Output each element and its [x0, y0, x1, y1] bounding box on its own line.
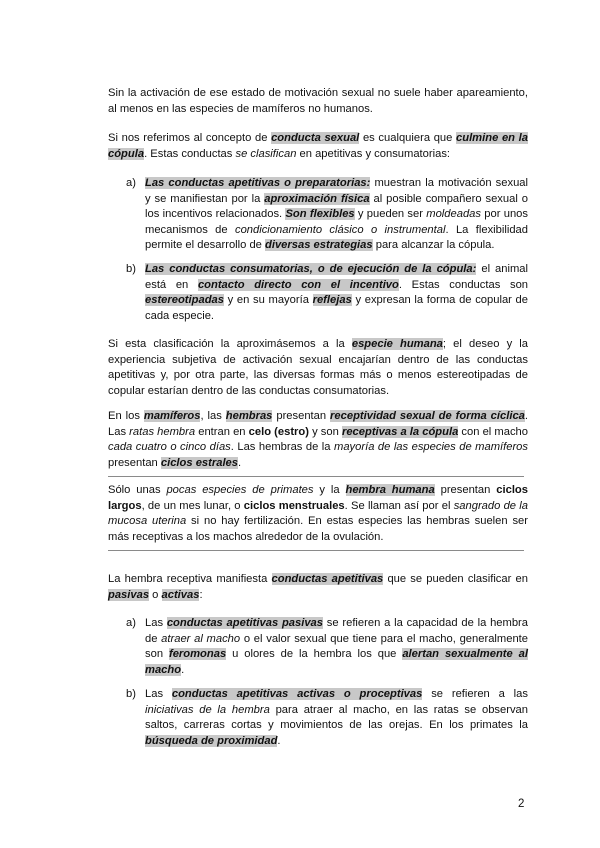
paragraph-mammals: [108, 409, 528, 471]
text-run: u olores de la hembra los que: [226, 648, 403, 661]
highlighted-term: especie humana: [351, 338, 443, 350]
text-run: entran en: [195, 425, 249, 438]
text-run: . Estas conductas son: [398, 278, 529, 291]
text-run: , de un mes lunar, o: [141, 499, 244, 512]
italic-text: sangrado de la mucosa uterina: [108, 499, 528, 528]
italic-text: se clasifican: [235, 147, 297, 160]
text-run: o: [149, 588, 162, 601]
bold-text: celo (estro): [248, 425, 309, 438]
text-run: el animal está en: [145, 263, 528, 291]
text-run: ; el deseo y la experiencia subjetiva de activación sexual encajarían dentro de las conductas apetitivas y, por otra parte, las diversas formas más o menos estereotipadas de copular estarían dentro de las conductas consumatorias.: [108, 338, 528, 397]
text-run: Las: [145, 617, 167, 629]
text-run: y expresan la forma de copular de cada especie.: [145, 294, 529, 322]
highlighted-term: Las conductas apetitivas o preparatorias:: [145, 177, 371, 189]
note-bottom-rule: [108, 550, 524, 551]
text-run: en apetitivas y consumatorias:: [296, 147, 451, 160]
list-item-consumatorias: [145, 262, 528, 324]
highlighted-term: activas: [161, 588, 200, 601]
text-run: para alcanzar la cópula.: [372, 239, 495, 252]
paragraph-human: [108, 337, 528, 399]
italic-text: mayoría de las especies de mamíferos: [334, 441, 528, 454]
text-run: .: [277, 734, 281, 747]
highlighted-term: feromonas: [168, 648, 227, 661]
text-run: En los: [108, 410, 144, 422]
italic-text: moldeadas: [426, 208, 481, 221]
text-run: y son: [308, 425, 342, 438]
text-run: . Estas conductas: [144, 147, 236, 160]
note-top-rule: [108, 476, 524, 477]
text-run: muestran la motivación sexual y se manifiestan por la: [145, 177, 528, 205]
text-run: . La flexibilidad permite el desarrollo de: [145, 223, 528, 252]
italic-text: pocas especies de primates: [166, 484, 314, 496]
highlighted-term: aproximación física: [264, 192, 370, 205]
highlighted-term: hembras: [225, 410, 273, 422]
highlighted-term: diversas estrategias: [265, 239, 373, 252]
text-run: :: [199, 588, 203, 601]
highlighted-term: Las conductas consumatorias, o de ejecución de la cópula:: [145, 263, 477, 275]
bold-text: ciclos largos: [108, 484, 528, 512]
text-run: se refieren a las: [422, 688, 528, 700]
text-run: Sólo unas: [108, 484, 167, 496]
text-run: La hembra receptiva manifiesta: [108, 573, 272, 585]
list-marker: b): [126, 688, 136, 700]
text-run: con el macho: [458, 425, 528, 438]
text-run: que se pueden clasificar en: [383, 573, 528, 585]
italic-text: atraer al macho: [161, 632, 241, 645]
text-run: , las: [200, 410, 226, 422]
italic-text: condicionamiento clásico o instrumental: [234, 223, 446, 236]
text-run: si no hay fertilización. En estas especies las hembras suelen ser más receptivas a los machos alrededor de la ovulación.: [108, 515, 528, 543]
list-marker: b): [126, 263, 136, 275]
text-run: . Las hembras de la: [230, 441, 334, 454]
text-run: y pueden ser: [354, 208, 427, 221]
note-box: [108, 483, 528, 545]
text-run: por unos mecanismos de: [145, 208, 528, 236]
text-run: presentan: [434, 484, 497, 496]
page-number: 2: [518, 798, 525, 810]
text-run: . Las: [108, 410, 528, 438]
highlighted-term: receptivas a la cópula: [341, 425, 459, 438]
text-run: .: [238, 456, 242, 469]
highlighted-term: conductas apetitivas pasivas: [166, 617, 323, 629]
text-run: y en su mayoría: [223, 294, 313, 307]
highlighted-term: conductas apetitivas: [271, 573, 384, 585]
list-item-activas: [145, 687, 528, 749]
list-marker: a): [126, 177, 136, 189]
paragraph-receptive: [108, 572, 528, 603]
list-marker: a): [126, 617, 136, 629]
bold-text: ciclos menstruales: [243, 499, 345, 512]
highlighted-term: reflejas: [312, 294, 352, 307]
italic-text: ratas hembra: [129, 425, 196, 438]
text-run: Si nos referimos al concepto de: [108, 132, 272, 144]
text-run: se refieren a la capacidad de la hembra de: [145, 617, 528, 645]
text-run: o el valor sexual que tiene para el macho, generalmente son: [145, 632, 528, 661]
highlighted-term: Son flexibles: [285, 208, 355, 221]
highlighted-term: conductas apetitivas activas o proceptivas: [171, 688, 423, 700]
highlighted-term: alertan sexualmente al macho: [145, 648, 528, 676]
highlighted-term: receptividad sexual de forma cíclica: [330, 410, 525, 422]
highlighted-term: estereotipadas: [145, 294, 224, 307]
paragraph-intro: Sin la activación de ese estado de motivación sexual no suele haber apareamiento, al menos en las especies de mamíferos no humanos.: [108, 87, 528, 115]
paragraph-definition: [108, 131, 528, 162]
text-run: .: [181, 663, 185, 676]
highlighted-term: búsqueda de proximidad: [145, 734, 278, 747]
highlighted-term: culmine en la cópula: [108, 132, 528, 160]
list-item-apetitivas: [145, 176, 528, 254]
highlighted-term: conducta sexual: [271, 132, 360, 144]
text-run: presentan: [108, 456, 161, 469]
text-run: . Se llaman así por el: [344, 499, 454, 512]
highlighted-term: ciclos estrales: [160, 456, 238, 469]
italic-text: iniciativas de la hembra: [145, 703, 270, 716]
italic-text: cada cuatro o cinco días: [108, 441, 231, 454]
text-run: para atraer al macho, en las ratas se observan saltos, carreras cortas y movimientos de las orejas. En los primates la: [145, 703, 528, 732]
text-run: al posible compañero sexual o los incentivos relacionados.: [145, 192, 528, 221]
highlighted-term: contacto directo con el incentivo: [197, 278, 399, 291]
text-run: Las: [145, 688, 172, 700]
text-run: es cualquiera que: [359, 132, 457, 144]
text-run: presentan: [272, 410, 331, 422]
highlighted-term: hembra humana: [345, 484, 435, 496]
text-run: Si esta clasificación la aproximásemos a la: [108, 338, 352, 350]
highlighted-term: pasivas: [108, 588, 150, 601]
highlighted-term: mamíferos: [143, 410, 201, 422]
list-item-pasivas: [145, 616, 528, 678]
text-run: y la: [313, 484, 346, 496]
